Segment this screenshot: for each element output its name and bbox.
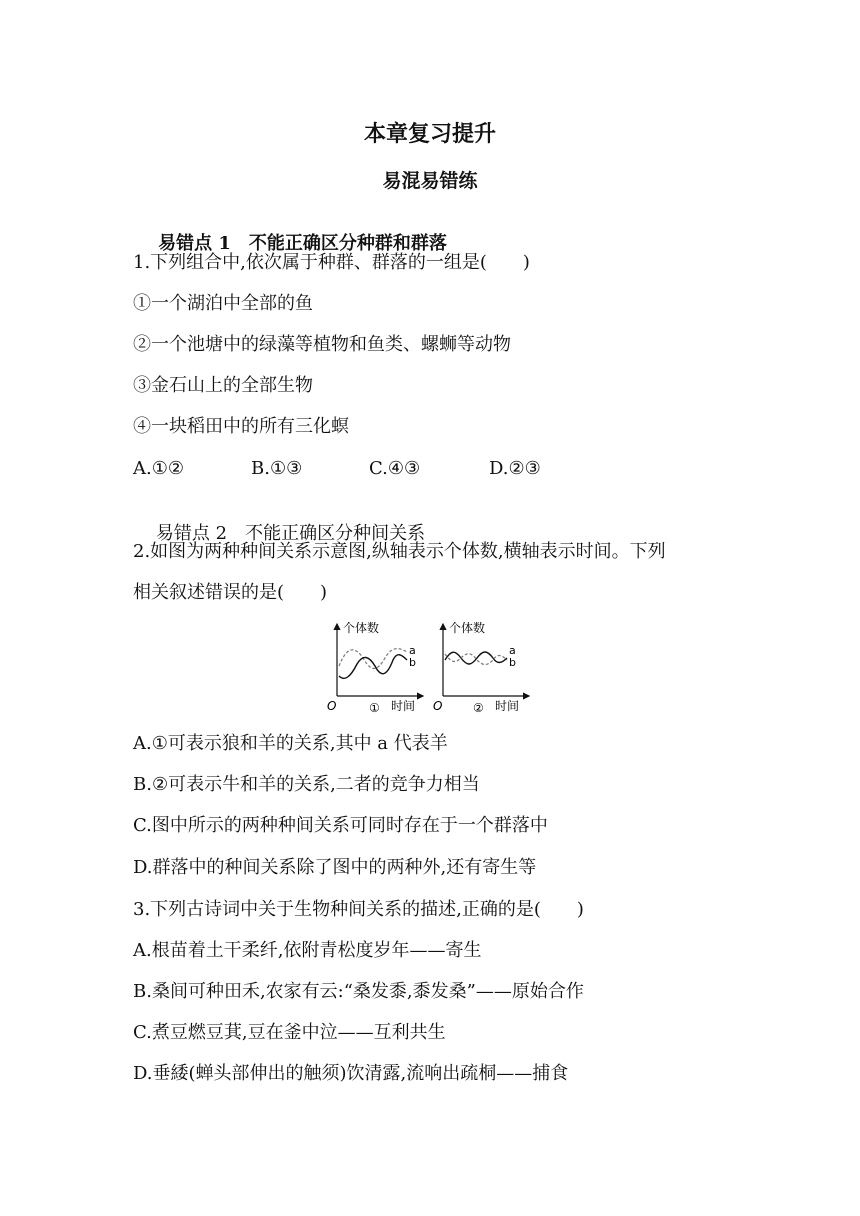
panel-1 xyxy=(327,620,423,715)
error-point-label: 易错点 1 xyxy=(158,233,231,254)
q1-option-c: C.④③ xyxy=(369,458,421,479)
error-point-text: 不能正确区分种间关系 xyxy=(245,523,426,544)
q1-item: ②一个池塘中的绿藻等植物和鱼类、螺蛳等动物 xyxy=(133,334,511,355)
y-axis-label: 个体数 xyxy=(449,621,486,635)
origin-label: O xyxy=(433,699,443,713)
q2-option-d: D.群落中的种间关系除了图中的两种外,还有寄生等 xyxy=(133,857,537,878)
q1-item: ④一块稻田中的所有三化螟 xyxy=(133,416,349,437)
series-b-line xyxy=(339,655,407,679)
q3-option-d: D.垂緌(蝉头部伸出的触须)饮清露,流响出疏桐——捕食 xyxy=(133,1063,569,1084)
origin-label: O xyxy=(327,699,337,713)
q1-item: ①一个湖泊中全部的鱼 xyxy=(133,293,313,314)
panel-number: ② xyxy=(473,701,484,715)
q2-option-a: A.①可表示狼和羊的关系,其中 a 代表羊 xyxy=(133,733,448,754)
chapter-title: 本章复习提升 xyxy=(363,121,496,147)
q2-option-c: C.图中所示的两种种间关系可同时存在于一个群落中 xyxy=(133,815,548,836)
error-point-text: 不能正确区分种群和群落 xyxy=(248,233,447,254)
q1-option-a: A.①② xyxy=(133,458,184,479)
series-b-label: b xyxy=(509,656,516,669)
q3-option-a: A.根苗着土干柔纤,依附青松度岁年——寄生 xyxy=(133,940,482,961)
x-axis-label: 时间 xyxy=(495,699,520,713)
q1-options xyxy=(133,457,613,481)
q1-option-b: B.①③ xyxy=(251,458,303,479)
q3-option-b: B.桑间可种田禾,农家有云:“桑发黍,黍发桑”——原始合作 xyxy=(133,981,584,1002)
q1-option-d: D.②③ xyxy=(489,458,541,479)
q3-stem: 3.下列古诗词中关于生物种间关系的描述,正确的是( ) xyxy=(133,899,584,920)
series-b-label: b xyxy=(409,656,416,669)
series-a-line xyxy=(339,649,407,669)
q2-option-b: B.②可表示牛和羊的关系,二者的竞争力相当 xyxy=(133,774,480,795)
q2-stem-line-1: 2.如图为两种种间关系示意图,纵轴表示个体数,横轴表示时间。下列 xyxy=(133,541,666,562)
species-relationship-figure xyxy=(325,618,535,718)
panel-number: ① xyxy=(369,701,380,715)
q2-stem-line-2: 相关叙述错误的是( ) xyxy=(133,582,328,603)
x-axis-label: 时间 xyxy=(391,699,416,713)
q1-item: ③金石山上的全部生物 xyxy=(133,375,313,396)
q1-stem: 1.下列组合中,依次属于种群、群落的一组是( ) xyxy=(133,252,530,273)
error-point-label: 易错点 2 xyxy=(155,523,228,544)
section-title: 易混易错练 xyxy=(382,170,478,192)
series-a-label: a xyxy=(509,644,516,657)
series-a-label: a xyxy=(409,644,416,657)
panel-2 xyxy=(433,620,529,715)
y-axis-label: 个体数 xyxy=(343,621,380,635)
q3-option-c: C.煮豆燃豆萁,豆在釜中泣——互利共生 xyxy=(133,1022,446,1043)
